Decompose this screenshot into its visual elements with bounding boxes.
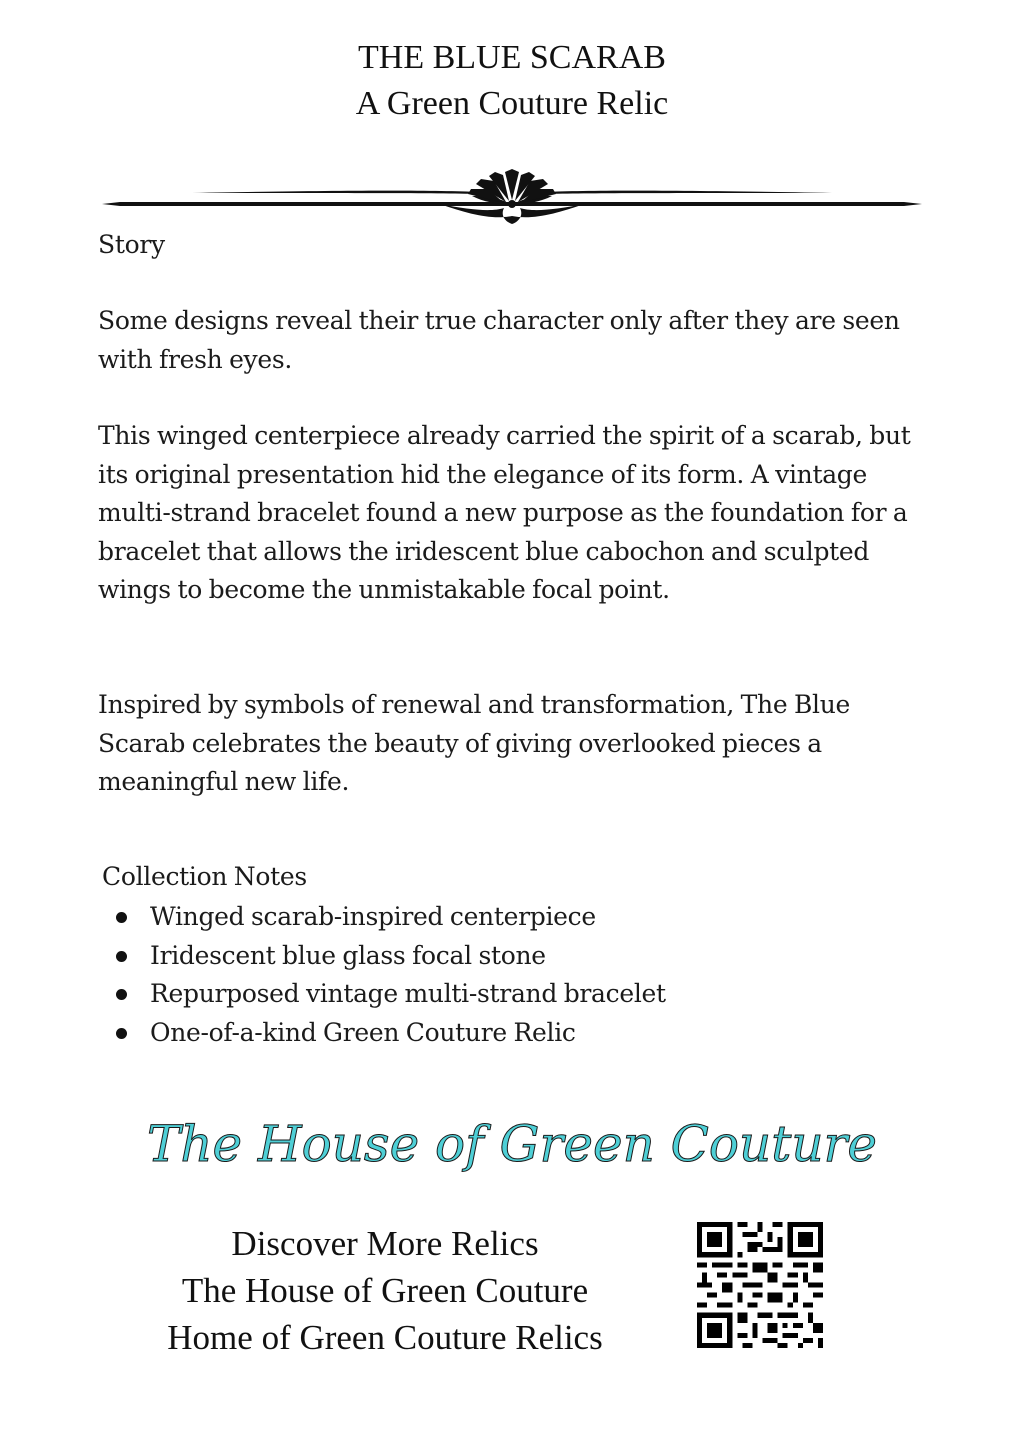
list-item-label: Repurposed vintage multi-strand bracelet	[150, 979, 666, 1008]
bullet-icon	[116, 912, 127, 923]
bullet-icon	[116, 989, 127, 1000]
page-subtitle: A Green Couture Relic	[355, 85, 669, 122]
collection-notes-list	[102, 898, 902, 1052]
cta-line: Home of Green Couture Relics	[167, 1318, 603, 1357]
story-paragraph: This winged centerpiece already carried the spirit of a scarab, but its original presentation hid the elegance of its form. A vintage multi-strand bracelet found a new purpose as the foundation for a bracelet that allows the iridescent blue cabochon and sculpted wings to become the unmistakable focal point.	[98, 421, 911, 604]
bullet-icon	[116, 951, 127, 962]
story-paragraph: Some designs reveal their true character only after they are seen with fresh eyes.	[98, 306, 900, 374]
story-paragraph: Inspired by symbols of renewal and transformation, The Blue Scarab celebrates the beauty of giving overlooked pieces a meaningful new life.	[98, 690, 851, 796]
cta-line: Discover More Relics	[231, 1224, 539, 1263]
list-item-label: Winged scarab-inspired centerpiece	[150, 902, 596, 931]
collection-notes-heading: Collection Notes	[102, 862, 307, 891]
list-item	[102, 1014, 902, 1053]
list-item-label: Iridescent blue glass focal stone	[150, 940, 546, 970]
list-item	[102, 937, 902, 976]
bullet-icon	[116, 1028, 127, 1039]
list-item	[102, 898, 902, 937]
cta-line: The House of Green Couture	[181, 1271, 589, 1310]
ornamental-divider-icon	[100, 166, 924, 228]
list-item-label: One-of-a-kind Green Couture Relic	[150, 1017, 576, 1047]
list-item	[102, 975, 902, 1014]
brand-logo-text: The House of Green Couture	[146, 1115, 878, 1173]
page-title: THE BLUE SCARAB	[358, 39, 666, 76]
story-heading: Story	[98, 230, 165, 259]
qr-code-icon[interactable]	[697, 1222, 823, 1348]
